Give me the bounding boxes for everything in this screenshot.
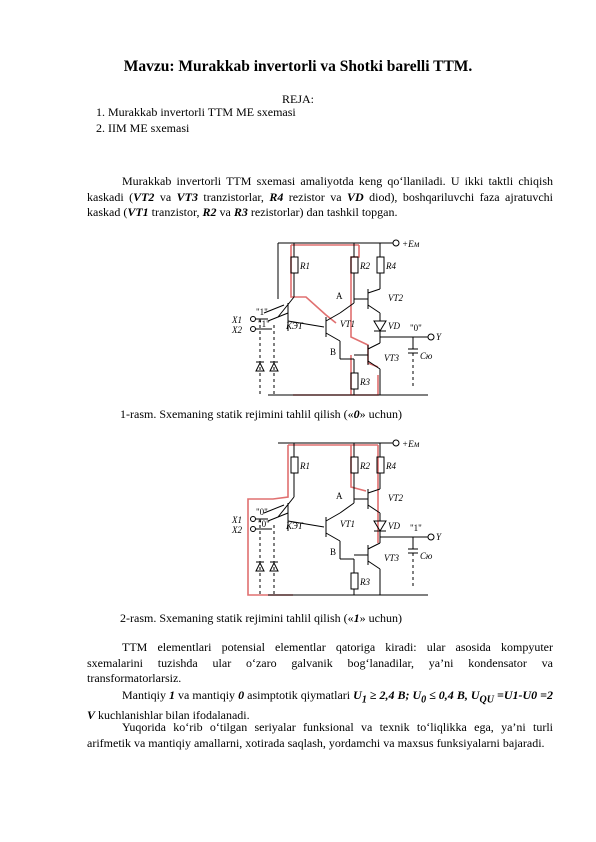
- u0-symbol: U: [412, 688, 422, 702]
- input-lower-level: "1": [258, 319, 270, 329]
- circuit-diagram-1: [228, 237, 478, 403]
- vt3-label: VT3: [384, 353, 400, 363]
- plan-heading: REJA:: [281, 92, 314, 106]
- ket-label: КЭТ: [286, 321, 303, 331]
- x2-label: X2: [232, 325, 242, 335]
- logic-text: kuchlanishlar bilan ifodalanadi.: [95, 707, 250, 722]
- supply-label: +Eм: [402, 239, 420, 249]
- uqu-value: =U1-U0 =2 V: [87, 688, 554, 722]
- uqu-subscript: QU: [479, 694, 494, 706]
- caption-value: 1: [353, 611, 360, 625]
- u0-value: ≤ 0,4 B, U: [426, 688, 480, 702]
- vd-label: VD: [388, 521, 400, 531]
- caption-text: 1-rasm. Sxemaning statik rejimini tahlil qilish («: [120, 407, 354, 421]
- logic-one-value: 1: [169, 688, 176, 702]
- x1-label: X1: [232, 515, 242, 525]
- vt1-label: VT1: [340, 519, 356, 529]
- logic-zero-value: 0: [238, 688, 245, 702]
- r4-label: R4: [386, 261, 396, 271]
- plan-list: [86, 104, 296, 136]
- y-label: Y: [436, 532, 442, 542]
- caption-text: » uchun): [359, 407, 402, 421]
- supply-label: +Eм: [402, 439, 420, 449]
- r3-label: R3: [360, 377, 370, 387]
- u1-subscript: 1: [361, 694, 367, 706]
- node-b-label: B: [330, 347, 337, 357]
- circuit-diagram-2: [228, 437, 478, 603]
- r1-label: R1: [300, 261, 310, 271]
- plan-item: 1. Murakkab invertorli TTM ME sxemasi: [108, 104, 296, 120]
- input-lower-level: "0": [258, 519, 270, 529]
- x2-label: X2: [232, 525, 242, 535]
- u1-value: ≥ 2,4 B;: [366, 688, 410, 702]
- r3-label: R3: [360, 577, 370, 587]
- term-vd: VD: [347, 189, 364, 204]
- ket-label: КЭТ: [286, 521, 303, 531]
- caption-text: 2-rasm. Sxemaning statik rejimini tahlil qilish («: [120, 611, 354, 625]
- logic-text: asimptotik qiymatlari: [244, 688, 354, 702]
- body-paragraph: TTM elementlari potensial elementlar qatoriga kiradi: ular asosida kompyuter sxemalarini tuzishda ular o‘zaro galvanik bog‘lanadilar, ya’ni kondensator va transformatorlarsiz.: [87, 640, 553, 686]
- r1-label: R1: [300, 461, 310, 471]
- intro-text: tranzistorlar,: [197, 189, 270, 204]
- y-label: Y: [436, 332, 442, 342]
- intro-text: tranzistor,: [148, 205, 203, 220]
- intro-text: va: [216, 205, 234, 220]
- figure1-caption: [120, 407, 402, 422]
- term-r3: R3: [233, 205, 248, 220]
- page-title: Mavzu: Murakkab invertorli va Shotki barelli TTM.: [123, 58, 473, 75]
- caption-value: 0: [353, 407, 360, 421]
- term-r4: R4: [269, 189, 284, 204]
- output-level-label: "0": [410, 323, 422, 333]
- term-vt3: VT3: [176, 189, 198, 204]
- load-label: Cю: [420, 551, 433, 561]
- node-a-label: A: [336, 491, 343, 501]
- input-upper-level: "0": [256, 507, 268, 517]
- input-upper-level: "1": [256, 307, 268, 317]
- x1-label: X1: [232, 315, 242, 325]
- intro-text: rezistor va: [283, 189, 347, 204]
- intro-text: rezistorlar) dan tashkil topgan.: [247, 205, 398, 220]
- logic-text: Mantiqiy: [122, 688, 170, 702]
- vt1-label: VT1: [340, 319, 356, 329]
- logic-levels-paragraph: [87, 688, 553, 724]
- term-vt2: VT2: [133, 189, 155, 204]
- u1-symbol: U: [353, 688, 362, 702]
- intro-text: va: [154, 189, 177, 204]
- output-level-label: "1": [410, 523, 422, 533]
- u0-subscript: 0: [421, 694, 427, 706]
- vd-label: VD: [388, 321, 400, 331]
- node-b-label: B: [330, 547, 337, 557]
- logic-text: va mantiqiy: [175, 688, 239, 702]
- node-a-label: A: [336, 291, 343, 301]
- intro-text: diod), boshqariluvchi faza ajratuvchi kaskad (: [87, 189, 554, 220]
- term-vt1: VT1: [127, 205, 149, 220]
- caption-text: » uchun): [359, 611, 402, 625]
- vt3-label: VT3: [384, 553, 400, 563]
- plan-item: 2. IIM ME sxemasi: [108, 120, 296, 136]
- load-label: Cю: [420, 351, 433, 361]
- term-r2: R2: [202, 205, 217, 220]
- figure2-caption: [120, 611, 402, 626]
- intro-paragraph: [87, 174, 553, 221]
- intro-text: Murakkab invertorli TTM sxemasi amaliyotda keng qo‘llaniladi. U ikki taktli chiqish kaskadi (: [87, 174, 553, 204]
- r2-label: R2: [360, 261, 370, 271]
- r4-label: R4: [386, 461, 396, 471]
- r2-label: R2: [360, 461, 370, 471]
- vt2-label: VT2: [388, 293, 404, 303]
- body-paragraph: Yuqorida ko‘rib o‘tilgan seriyalar funksional va texnik to‘liqlikka ega, ya’ni turli arifmetik va mantiqiy amallarni, xotirada saqlash, yordamchi va maxsus funksiyalarni bajaradi.: [87, 720, 553, 750]
- vt2-label: VT2: [388, 493, 404, 503]
